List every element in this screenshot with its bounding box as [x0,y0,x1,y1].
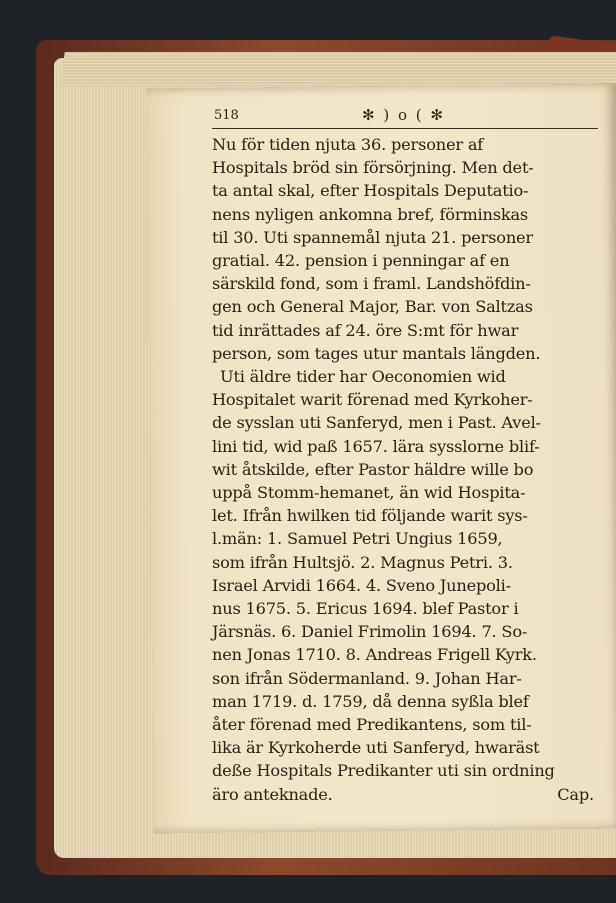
text-line: ta antal skal, efter Hospitals Deputatio- [212,181,529,201]
catchword: Cap. [557,784,594,804]
text-line: Hospitals bröd sin försörjning. Men det- [212,158,534,178]
text-line: let. Ifrån hwilken tid följande warit sys- [212,506,528,526]
text-line: Järsnäs. 6. Daniel Frimolin 1694. 7. So- [212,622,528,642]
text-line: särskild fond, som i framl. Landshöfdin- [212,274,531,294]
page-text [212,106,598,806]
text-line: deße Hospitals Predikanter uti sin ordning [212,761,555,781]
page-top-edge [60,52,616,86]
text-line: de sysslan uti Sanferyd, men i Past. Avel- [212,413,541,433]
text-line: nen Jonas 1710. 8. Andreas Frigell Kyrk. [212,645,537,665]
text-line: Israel Arvidi 1664. 4. Sveno Junepoli- [212,575,511,595]
header-ornament: ✻ ) o ( ✻ [362,106,445,124]
text-line: person, som tages utur mantals längden. [212,343,541,363]
text-line: l.män: 1. Samuel Petri Ungius 1659, [212,529,503,549]
text-line: lini tid, wid paß 1657. lära sysslorne blif- [212,436,540,456]
text-line: man 1719. d. 1759, då denna syßla blef [212,691,529,711]
text-line: åter förenad med Predikantens, som til- [212,715,532,735]
text-line: som ifrån Hultsjö. 2. Magnus Petri. 3. [212,552,513,572]
text-line: gratial. 42. pension i penningar af en [212,251,510,271]
text-line: gen och General Major, Bar. von Saltzas [212,297,533,317]
text-line: son ifrån Södermanland. 9. Johan Har- [212,668,522,688]
text-line: äro anteknade. [212,784,333,804]
page-number: 518 [214,108,239,123]
running-header [212,106,598,129]
text-line: uppå Stomm-hemanet, än wid Hospita- [212,483,526,503]
text-line: Nu för tiden njuta 36. personer af [212,135,484,154]
text-line: wit åtskilde, efter Pastor häldre wille bo [212,459,534,479]
text-line: nus 1675. 5. Ericus 1694. blef Pastor i [212,599,519,619]
text-line: Hospitalet warit förenad med Kyrkoher- [212,390,533,410]
text-line: til 30. Uti spannemål njuta 21. personer [212,227,533,247]
paragraph-start: Uti äldre tider har Oeconomien wid [220,367,506,387]
text-line: tid inrättades af 24. öre S:mt för hwar [212,320,519,340]
text-line: nens nyligen ankomna bref, förminskas [212,204,529,224]
text-line: lika är Kyrkoherde uti Sanferyd, hwaräst [212,738,540,758]
